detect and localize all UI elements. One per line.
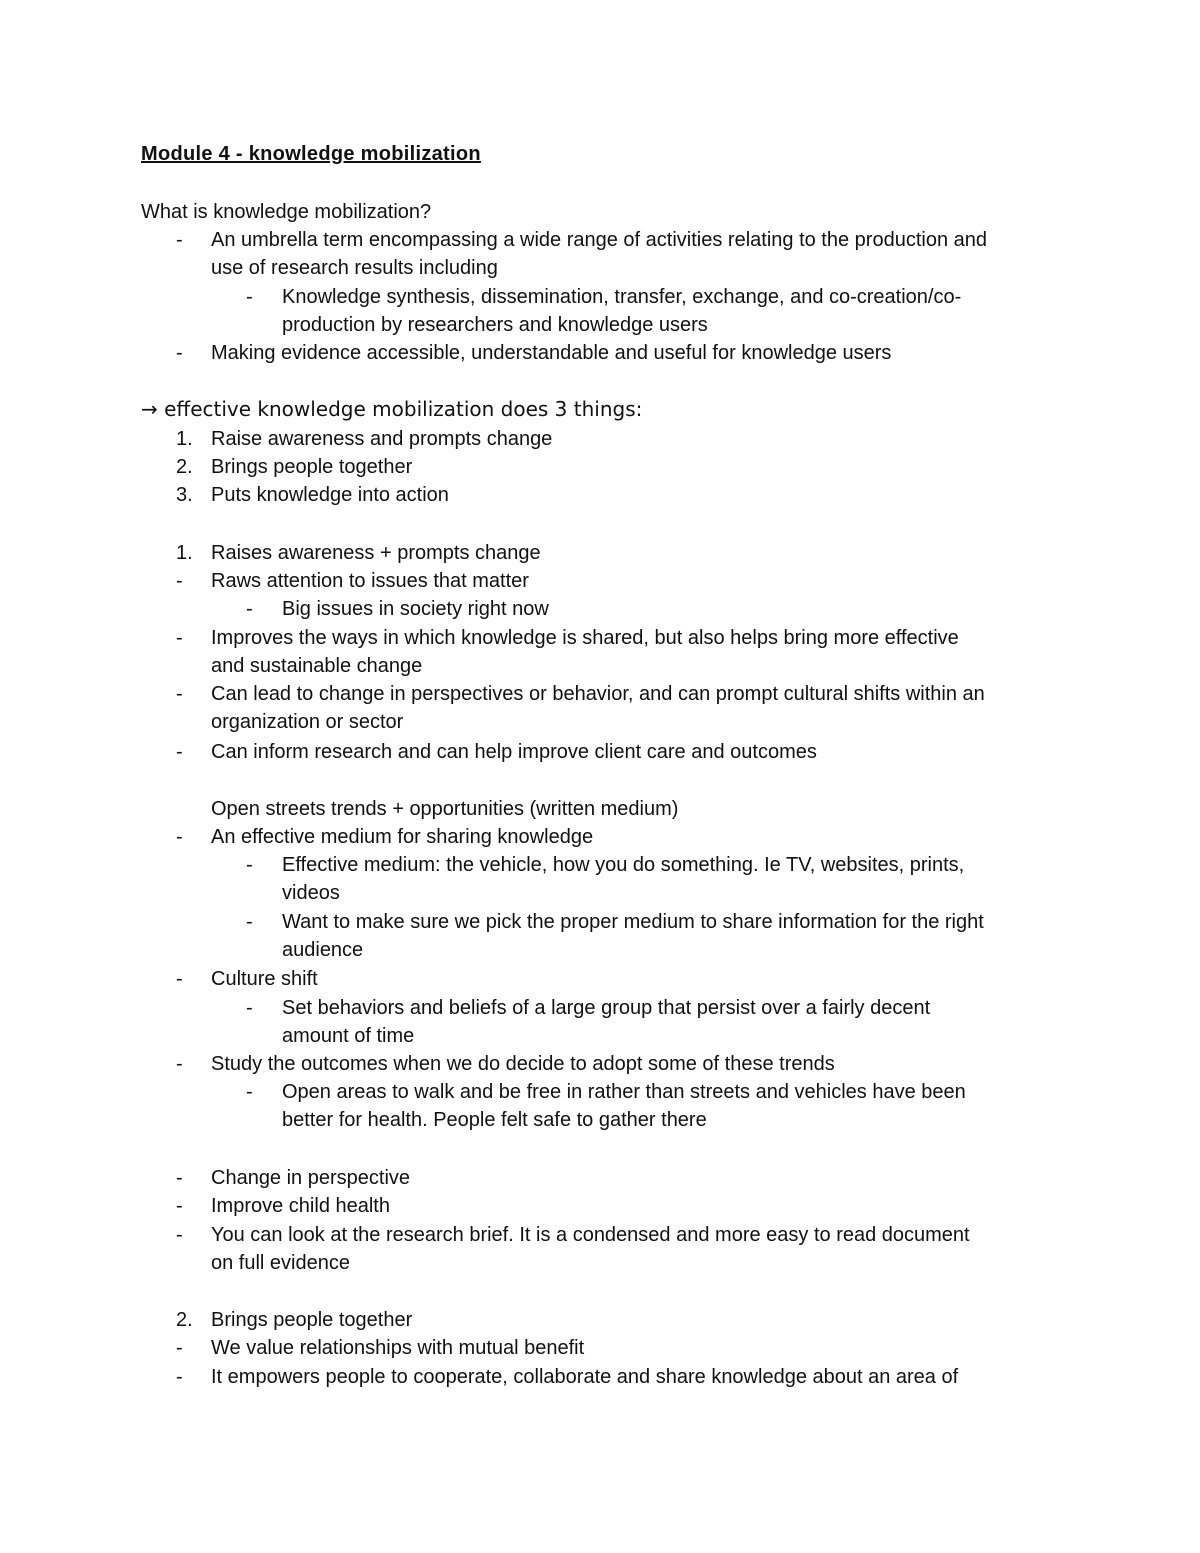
dash-marker: - [176,1366,183,1388]
dash-marker: - [176,570,183,592]
bullet-text: use of research results including [211,257,498,279]
number-marker: 2. [176,456,193,478]
bullet-text: An effective medium for sharing knowledge [211,826,594,848]
bullet-text: and sustainable change [211,655,423,677]
dash-marker: - [246,911,253,933]
bullet-text: An umbrella term encompassing a wide range of activities relating to the production and [211,229,987,251]
dash-marker: - [176,1053,183,1075]
bullet-text: It empowers people to cooperate, collaborate and share knowledge about an area of [211,1366,959,1388]
sub-bullet-text: production by researchers and knowledge users [282,314,708,336]
sub-bullet-text: Open areas to walk and be free in rather than streets and vehicles have been [282,1081,966,1103]
numbered-item: Brings people together [211,456,413,478]
sub-bullet-text: amount of time [282,1025,415,1047]
sub-bullet-text: better for health. People felt safe to gather there [282,1109,707,1131]
dash-marker: - [176,1337,183,1359]
sub-bullet-text: Knowledge synthesis, dissemination, transfer, exchange, and co-creation/co- [282,286,962,308]
dash-marker: - [246,997,253,1019]
dash-marker: - [176,627,183,649]
sub-bullet-text: audience [282,939,364,961]
dash-marker: - [176,1195,183,1217]
bullet-text: Can inform research and can help improve client care and outcomes [211,741,817,763]
dash-marker: - [176,968,183,990]
number-marker: 2. [176,1309,193,1331]
bullet-text: Improve child health [211,1195,390,1217]
dash-marker: - [176,342,183,364]
dash-marker: - [176,683,183,705]
dash-marker: - [246,1081,253,1103]
bullet-text: Making evidence accessible, understandable and useful for knowledge users [211,342,892,364]
number-marker: 1. [176,428,193,450]
dash-marker: - [246,286,253,308]
bullet-text: Culture shift [211,968,318,990]
section-heading: Brings people together [211,1309,413,1331]
bullet-text: Improves the ways in which knowledge is shared, but also helps bring more effective [211,627,959,649]
number-marker: 1. [176,542,193,564]
section-heading: Raises awareness + prompts change [211,542,541,564]
sub-bullet-text: Big issues in society right now [282,598,549,620]
section-question: What is knowledge mobilization? [141,201,432,223]
dash-marker: - [176,826,183,848]
numbered-item: Raise awareness and prompts change [211,428,553,450]
document-title: Module 4 - knowledge mobilization [141,143,481,165]
arrow-heading: → effective knowledge mobilization does 3 things: [141,397,643,421]
dash-marker: - [176,1167,183,1189]
sub-bullet-text: Set behaviors and beliefs of a large group that persist over a fairly decent [282,997,931,1019]
dash-marker: - [176,229,183,251]
sub-bullet-text: Effective medium: the vehicle, how you do something. Ie TV, websites, prints, [282,854,965,876]
dash-marker: - [246,598,253,620]
bullet-text: Raws attention to issues that matter [211,570,529,592]
sub-bullet-text: Want to make sure we pick the proper medium to share information for the right [282,911,984,933]
dash-marker: - [246,854,253,876]
bullet-text: You can look at the research brief. It is a condensed and more easy to read document [211,1224,970,1246]
bullet-text: on full evidence [211,1252,350,1274]
bullet-text: Can lead to change in perspectives or behavior, and can prompt cultural shifts within an [211,683,985,705]
dash-marker: - [176,1224,183,1246]
numbered-item: Puts knowledge into action [211,484,449,506]
bullet-text: Change in perspective [211,1167,411,1189]
subsection-heading: Open streets trends + opportunities (written medium) [211,798,679,820]
bullet-text: organization or sector [211,711,404,733]
dash-marker: - [176,741,183,763]
bullet-text: Study the outcomes when we do decide to adopt some of these trends [211,1053,835,1075]
bullet-text: We value relationships with mutual benefit [211,1337,585,1359]
number-marker: 3. [176,484,193,506]
sub-bullet-text: videos [282,882,340,904]
